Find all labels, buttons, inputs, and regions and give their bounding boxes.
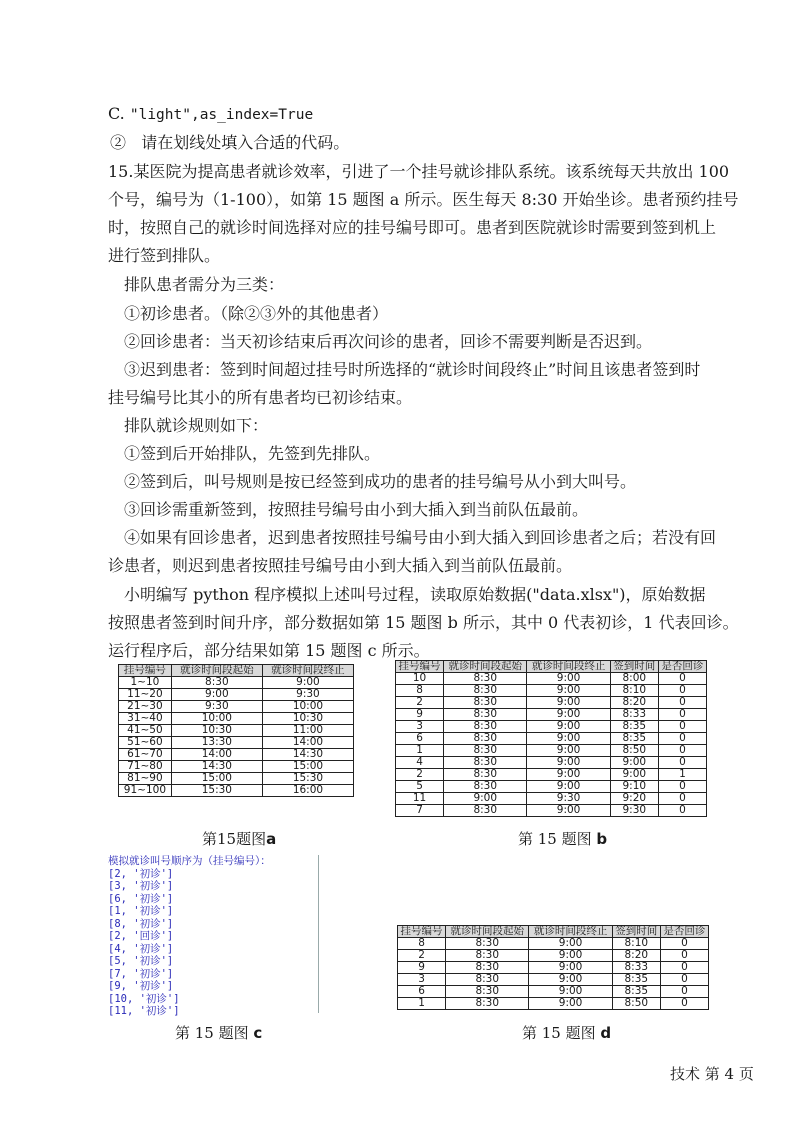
table-cell: 0 (660, 950, 708, 962)
category-1: ①初诊患者。（除②③外的其他患者） (124, 304, 389, 323)
question-2 (110, 132, 349, 154)
table-cell: 9:00 (527, 745, 610, 757)
table-cell: 8:10 (612, 938, 660, 950)
table-cell: 51~60 (119, 737, 172, 749)
table-cell: 9:00 (527, 709, 610, 721)
table-cell: 9:00 (527, 673, 610, 685)
program-line-2: 按照患者签到时间升序，部分数据如第 15 题图 b 所示，其中 0 代表初诊，1 代表回诊。 (108, 613, 739, 632)
column-header: 挂号编号 (119, 665, 172, 677)
table-cell: 0 (658, 709, 706, 721)
table-row (398, 938, 709, 950)
table-cell: 11 (396, 793, 444, 805)
output-line: [4, '初诊'] (108, 942, 174, 955)
column-header: 签到时间 (612, 926, 660, 938)
table-cell: 13:30 (171, 737, 262, 749)
output-line: [7, '初诊'] (108, 967, 174, 980)
rule-4-line-1: ④如果有回诊患者，迟到患者按照挂号编号由小到大插入到回诊患者之后；若没有回 (124, 528, 717, 547)
table-cell: 9:00 (527, 757, 610, 769)
output-line: [10, '初诊'] (108, 992, 180, 1005)
output-line: [1, '初诊'] (108, 905, 174, 917)
table-row (119, 773, 354, 785)
table-cell: 81~90 (119, 773, 172, 785)
table-cell: 9 (398, 962, 446, 974)
column-header: 就诊时间段终止 (529, 926, 612, 938)
table-cell: 31~40 (119, 713, 172, 725)
problem-15-line-4: 进行签到排队。 (108, 246, 221, 265)
table-cell: 0 (658, 757, 706, 769)
table-cell: 6 (396, 733, 444, 745)
output-line: [8, '初诊'] (108, 917, 174, 930)
rule-4-line-2: 诊患者，则迟到患者按照挂号编号由小到大插入到当前队伍最前。 (108, 556, 573, 575)
figure-d-header-row (398, 926, 709, 938)
table-cell: 9:00 (610, 769, 658, 781)
figure-b-caption-text: 第 15 题图 (518, 830, 592, 848)
program-line-3: 运行程序后，部分结果如第 15 题图 c 所示。 (108, 641, 430, 660)
question-2-text: 请在划线处填入合适的代码。 (141, 133, 350, 152)
table-cell: 8 (396, 685, 444, 697)
table-cell: 21~30 (119, 701, 172, 713)
table-cell: 0 (658, 721, 706, 733)
table-cell: 8:35 (612, 986, 660, 998)
table-cell: 9:00 (610, 757, 658, 769)
table-cell: 9:00 (529, 998, 612, 1010)
table-cell: 8:30 (444, 769, 527, 781)
table-row (119, 785, 354, 797)
table-cell: 9:00 (527, 805, 610, 817)
figure-b-header-row (396, 661, 707, 673)
table-cell: 1~10 (119, 677, 172, 689)
table-cell: 15:00 (262, 761, 353, 773)
table-cell: 15:30 (171, 785, 262, 797)
table-cell: 8:30 (444, 721, 527, 733)
page-footer: 技术 第 4 页 (670, 1065, 754, 1083)
table-cell: 0 (658, 673, 706, 685)
output-title: 模拟就诊叫号顺序为（挂号编号）： (108, 855, 271, 867)
table-cell: 8:33 (612, 962, 660, 974)
table-row (396, 769, 707, 781)
output-line: [9, '初诊'] (108, 980, 174, 992)
table-row (396, 673, 707, 685)
table-row (119, 713, 354, 725)
column-header: 挂号编号 (398, 926, 446, 938)
table-cell: 9:00 (444, 793, 527, 805)
table-cell: 8:30 (444, 805, 527, 817)
table-cell: 0 (658, 697, 706, 709)
column-header: 挂号编号 (396, 661, 444, 673)
option-c (108, 103, 313, 126)
table-row (119, 701, 354, 713)
figure-c-caption-text: 第 15 题图 (175, 1024, 249, 1042)
table-cell: 8:30 (446, 962, 529, 974)
table-cell: 9:00 (527, 685, 610, 697)
table-row (396, 685, 707, 697)
figure-b-caption (518, 828, 607, 849)
table-row (398, 950, 709, 962)
output-line: [3, '初诊'] (108, 880, 174, 892)
program-line-1: 小明编写 python 程序模拟上述叫号过程，读取原始数据("data.xlsx")，原始数据 (124, 585, 706, 604)
rule-2: ②签到后，叫号规则是按已经签到成功的患者的挂号编号从小到大叫号。 (124, 472, 637, 491)
table-cell: 8:30 (444, 673, 527, 685)
table-cell: 15:30 (262, 773, 353, 785)
table-cell: 9:00 (529, 962, 612, 974)
table-cell: 91~100 (119, 785, 172, 797)
table-cell: 8:33 (610, 709, 658, 721)
table-cell: 15:00 (171, 773, 262, 785)
table-cell: 8:30 (444, 781, 527, 793)
table-cell: 10:30 (262, 713, 353, 725)
table-row (396, 721, 707, 733)
table-cell: 71~80 (119, 761, 172, 773)
table-cell: 9:30 (527, 793, 610, 805)
table-cell: 8:35 (612, 974, 660, 986)
table-cell: 4 (396, 757, 444, 769)
table-row (396, 805, 707, 817)
table-cell: 8:35 (610, 721, 658, 733)
table-row (119, 749, 354, 761)
column-header: 就诊时间段起始 (446, 926, 529, 938)
table-cell: 0 (660, 938, 708, 950)
table-cell: 9:00 (171, 689, 262, 701)
output-line: [2, '回诊'] (108, 930, 174, 942)
column-header: 就诊时间段终止 (527, 661, 610, 673)
figure-b-caption-letter: b (596, 830, 608, 848)
table-cell: 8:30 (444, 685, 527, 697)
column-header: 是否回诊 (660, 926, 708, 938)
output-line: [5, '初诊'] (108, 955, 174, 967)
table-cell: 3 (396, 721, 444, 733)
table-cell: 1 (396, 745, 444, 757)
table-cell: 8:30 (444, 733, 527, 745)
figure-d-caption-letter: d (600, 1024, 612, 1042)
table-cell: 8:20 (610, 697, 658, 709)
table-cell: 14:00 (171, 749, 262, 761)
figure-a-caption (202, 828, 276, 849)
figure-a-header-row (119, 665, 354, 677)
table-cell: 10:00 (171, 713, 262, 725)
option-c-label: C. (108, 104, 125, 123)
table-cell: 3 (398, 974, 446, 986)
problem-15-line-1: 15.某医院为提高患者就诊效率，引进了一个挂号就诊排队系统。该系统每天共放出 100 (108, 162, 730, 181)
table-row (119, 689, 354, 701)
table-cell: 2 (396, 697, 444, 709)
table-cell: 1 (398, 998, 446, 1010)
table-cell: 8:30 (444, 697, 527, 709)
figure-d-caption (522, 1022, 611, 1043)
table-cell: 9:00 (527, 733, 610, 745)
table-cell: 0 (658, 733, 706, 745)
table-row (119, 761, 354, 773)
table-row (398, 974, 709, 986)
table-cell: 8:50 (612, 998, 660, 1010)
table-cell: 0 (660, 962, 708, 974)
category-3-line-1: ③迟到患者：签到时间超过挂号时所选择的“就诊时间段终止”时间且该患者签到时 (124, 360, 701, 379)
table-cell: 10 (396, 673, 444, 685)
table-cell: 9:20 (610, 793, 658, 805)
figure-c-caption (175, 1022, 262, 1043)
table-cell: 61~70 (119, 749, 172, 761)
problem-15-line-2: 个号，编号为（1-100），如第 15 题图 a 所示。医生每天 8:30 开始坐诊。患者预约挂号 (108, 190, 739, 209)
table-row (119, 725, 354, 737)
table-cell: 0 (660, 974, 708, 986)
table-cell: 2 (398, 950, 446, 962)
table-cell: 0 (658, 793, 706, 805)
question-2-marker: ② (110, 133, 127, 152)
table-cell: 9:00 (529, 938, 612, 950)
table-cell: 9:00 (527, 721, 610, 733)
table-cell: 8:50 (610, 745, 658, 757)
table-cell: 9:00 (262, 677, 353, 689)
table-cell: 14:30 (171, 761, 262, 773)
category-2: ②回诊患者：当天初诊结束后再次问诊的患者，回诊不需要判断是否迟到。 (124, 332, 653, 351)
option-c-code: "light",as_index=True (129, 107, 314, 123)
table-cell: 8:30 (444, 757, 527, 769)
figure-b-table (395, 660, 707, 817)
column-header: 签到时间 (610, 661, 658, 673)
table-row (396, 697, 707, 709)
table-row (398, 998, 709, 1010)
table-cell: 0 (658, 805, 706, 817)
table-cell: 41~50 (119, 725, 172, 737)
output-line: [2, '初诊'] (108, 867, 174, 880)
table-row (398, 962, 709, 974)
table-cell: 8:30 (446, 974, 529, 986)
figure-d-caption-text: 第 15 题图 (522, 1024, 596, 1042)
table-cell: 14:30 (262, 749, 353, 761)
rule-3: ③回诊需重新签到，按照挂号编号由小到大插入到当前队伍最前。 (124, 500, 589, 519)
table-row (396, 709, 707, 721)
category-3-line-2: 挂号编号比其小的所有患者均已初诊结束。 (108, 388, 413, 407)
table-row (398, 986, 709, 998)
table-cell: 0 (660, 998, 708, 1010)
table-cell: 16:00 (262, 785, 353, 797)
table-cell: 8:30 (444, 709, 527, 721)
table-cell: 8:30 (446, 938, 529, 950)
table-cell: 11:00 (262, 725, 353, 737)
table-cell: 9:10 (610, 781, 658, 793)
table-cell: 9 (396, 709, 444, 721)
table-row (119, 677, 354, 689)
figure-d-table (397, 925, 709, 1010)
table-cell: 11~20 (119, 689, 172, 701)
table-cell: 8:30 (171, 677, 262, 689)
table-cell: 8:30 (446, 986, 529, 998)
table-cell: 7 (396, 805, 444, 817)
figure-a-caption-letter: a (266, 830, 277, 848)
figure-c-output (108, 855, 319, 1017)
table-cell: 8:30 (446, 950, 529, 962)
table-cell: 8:35 (610, 733, 658, 745)
table-cell: 8:30 (444, 745, 527, 757)
table-row (119, 737, 354, 749)
output-line: [11, '初诊'] (108, 1005, 180, 1017)
column-header: 是否回诊 (658, 661, 706, 673)
table-row (396, 733, 707, 745)
table-cell: 1 (658, 769, 706, 781)
table-cell: 8 (398, 938, 446, 950)
table-row (396, 793, 707, 805)
table-cell: 5 (396, 781, 444, 793)
table-cell: 6 (398, 986, 446, 998)
table-cell: 9:00 (529, 950, 612, 962)
table-cell: 0 (658, 685, 706, 697)
table-cell: 9:30 (610, 805, 658, 817)
table-cell: 2 (396, 769, 444, 781)
table-cell: 9:00 (529, 974, 612, 986)
rule-intro: 排队就诊规则如下： (124, 416, 269, 435)
output-line: [6, '初诊'] (108, 892, 174, 905)
output-lines (108, 868, 318, 1018)
figure-a-caption-text: 第15题图 (202, 830, 267, 848)
table-cell: 10:30 (171, 725, 262, 737)
column-header: 就诊时间段起始 (171, 665, 262, 677)
table-cell: 8:20 (612, 950, 660, 962)
table-cell: 0 (658, 745, 706, 757)
table-row (396, 781, 707, 793)
rule-1: ①签到后开始排队，先签到先排队。 (124, 444, 381, 463)
table-cell: 9:30 (262, 689, 353, 701)
table-cell: 10:00 (262, 701, 353, 713)
figure-c-caption-letter: c (253, 1024, 263, 1042)
table-cell: 8:00 (610, 673, 658, 685)
table-cell: 9:00 (529, 986, 612, 998)
table-row (396, 745, 707, 757)
table-cell: 0 (660, 986, 708, 998)
category-intro: 排队患者需分为三类： (124, 275, 285, 294)
problem-15-line-3: 时，按照自己的就诊时间选择对应的挂号编号即可。患者到医院就诊时需要到签到机上 (108, 218, 717, 237)
figure-a-table (118, 664, 354, 797)
column-header: 就诊时间段终止 (262, 665, 353, 677)
table-cell: 9:00 (527, 769, 610, 781)
table-cell: 9:30 (171, 701, 262, 713)
table-row (396, 757, 707, 769)
table-cell: 14:00 (262, 737, 353, 749)
column-header: 就诊时间段起始 (444, 661, 527, 673)
table-cell: 8:10 (610, 685, 658, 697)
table-cell: 8:30 (446, 998, 529, 1010)
table-cell: 9:00 (527, 697, 610, 709)
table-cell: 0 (658, 781, 706, 793)
table-cell: 9:00 (527, 781, 610, 793)
